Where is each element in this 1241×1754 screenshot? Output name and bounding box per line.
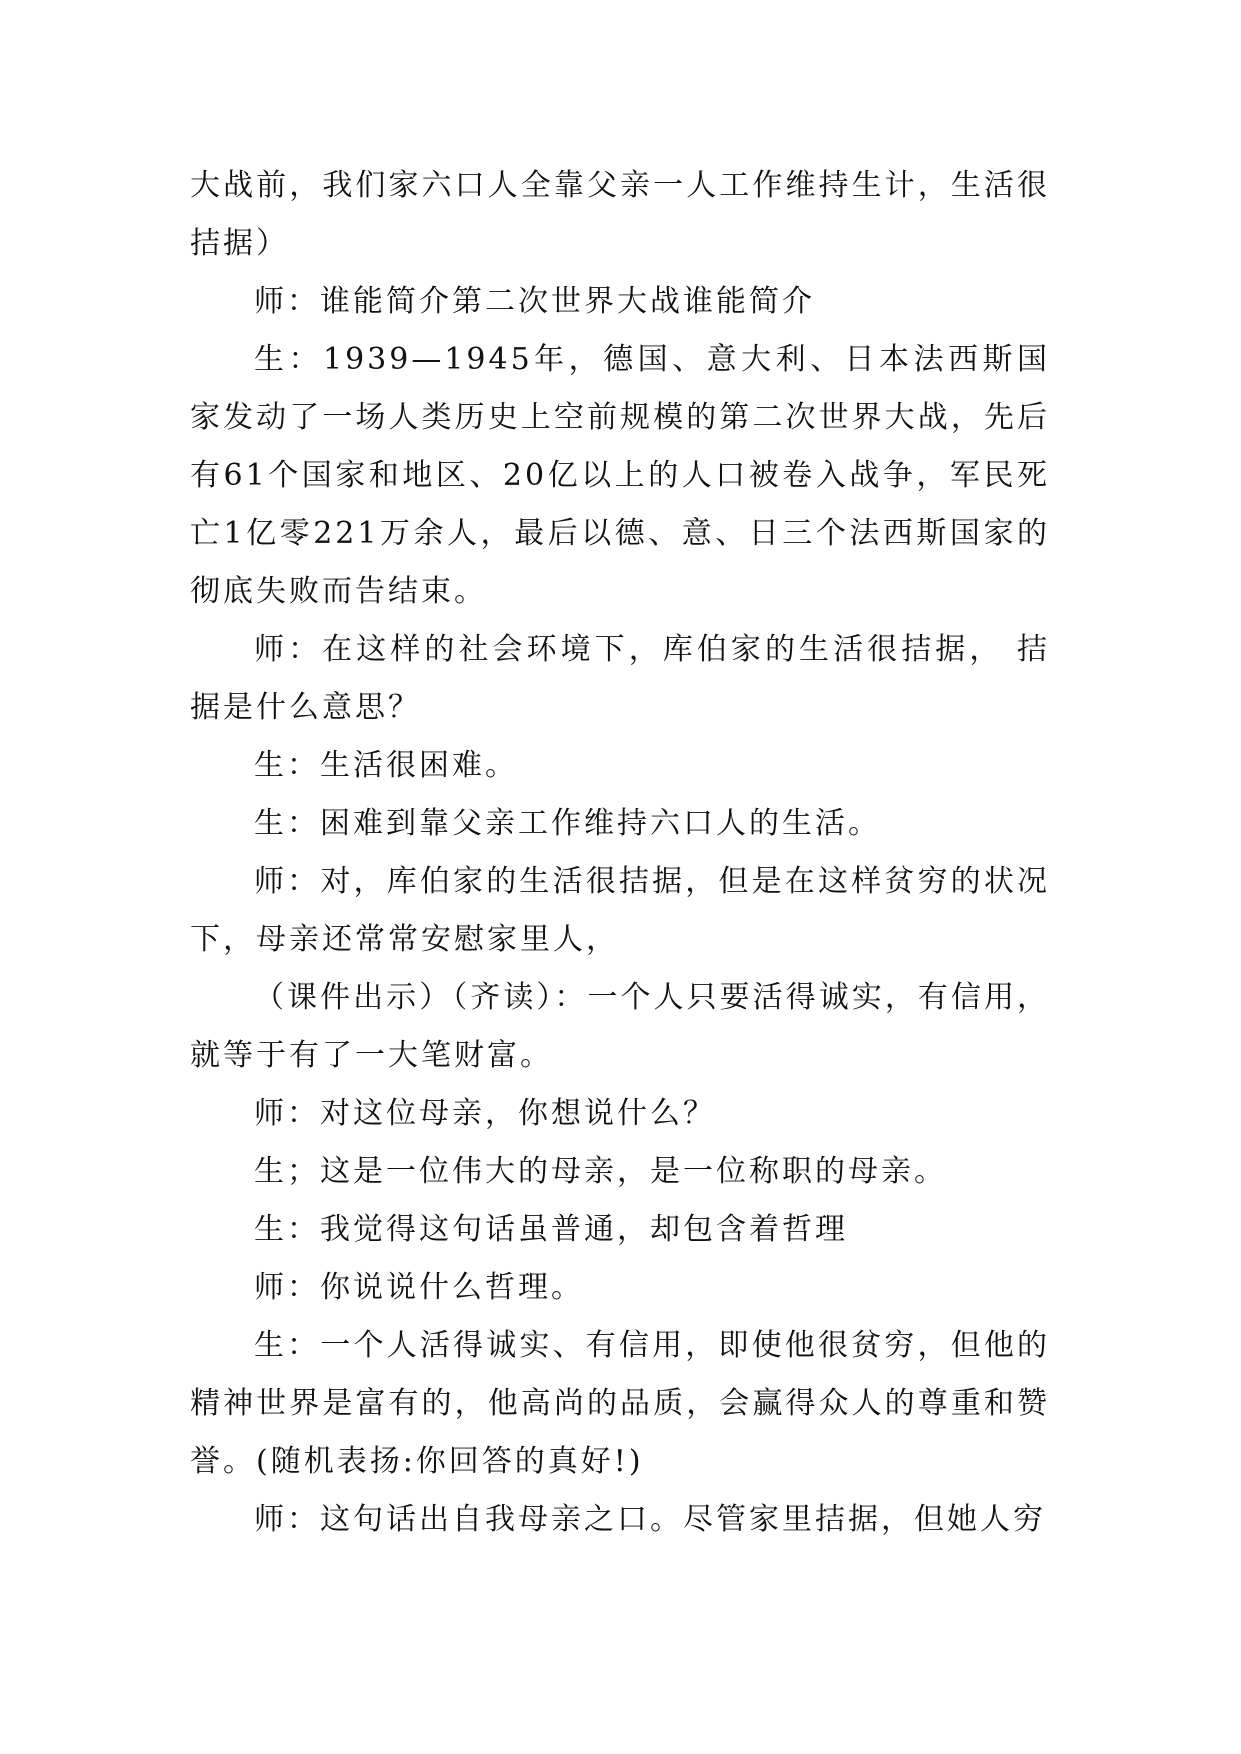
paragraph: 生：生活很困难。 [254,748,518,783]
paragraph: 生；这是一位伟大的母亲，是一位称职的母亲。 [254,1154,947,1189]
paragraph: 师：这句话出自我母亲之口。尽管家里拮据，但她人穷 [254,1502,1046,1537]
paragraph: 师：谁能简介第二次世界大战谁能简介 [254,284,815,319]
paragraph: 大战前，我们家六口人全靠父亲一人工作维持生计，生活很拮据） [190,168,1050,261]
paragraph: 生：困难到靠父亲工作维持六口人的生活。 [254,806,881,841]
paragraph: 师：对，库伯家的生活很拮据，但是在这样贫穷的状况下，母亲还常常安慰家里人， [190,864,1050,957]
paragraph: （课件出示）（齐读）：一个人只要活得诚实，有信用，就等于有了一大笔财富。 [190,980,1050,1073]
paragraph: 师：对这位母亲，你想说什么？ [254,1096,716,1131]
document-body [190,157,1050,1549]
paragraph: 生：一个人活得诚实、有信用，即使他很贫穷，但他的精神世界是富有的，他高尚的品质，会赢得众人的尊重和赞誉。(随机表扬:你回答的真好!) [190,1328,1050,1479]
paragraph: 生：1939—1945年，德国、意大利、日本法西斯国家发动了一场人类历史上空前规模的第二次世界大战，先后有61个国家和地区、20亿以上的人口被卷入战争，军民死亡1亿零221万余人，最后以德、意、日三个法西斯国家的彻底失败而告结束。 [190,342,1050,609]
paragraph: 师：在这样的社会环境下，库伯家的生活很拮据， 拮据是什么意思？ [190,632,1050,725]
paragraph: 师：你说说什么哲理。 [254,1270,584,1305]
paragraph: 生：我觉得这句话虽普通，却包含着哲理 [254,1212,848,1247]
